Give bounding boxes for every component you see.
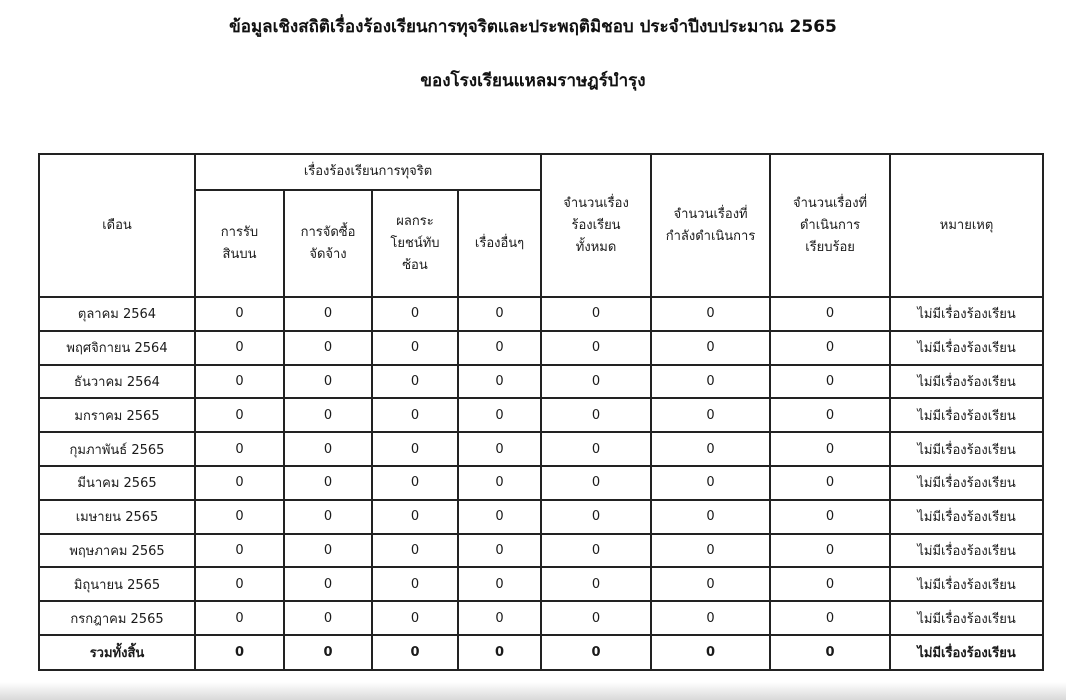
table-body — [39, 297, 1043, 670]
row-remark: ไม่มีเรื่องร้องเรียน — [890, 601, 1043, 635]
row-total-complaints: 0 — [541, 500, 651, 534]
row-completed: 0 — [770, 567, 890, 601]
row-conflict-of-interest: 0 — [372, 432, 458, 466]
row-procurement: 0 — [284, 534, 372, 568]
header-completed: จำนวนเรื่องที่ ดำเนินการ เรียบร้อย — [770, 154, 890, 297]
row-other: 0 — [458, 500, 541, 534]
row-in-progress: 0 — [651, 365, 770, 399]
table-header — [39, 154, 1043, 297]
row-in-progress: 0 — [651, 500, 770, 534]
row-bribery: 0 — [195, 398, 284, 432]
row-other: 0 — [458, 331, 541, 365]
total-completed: 0 — [770, 635, 890, 670]
row-month: กรกฎาคม 2565 — [39, 601, 195, 635]
total-remark: ไม่มีเรื่องร้องเรียน — [890, 635, 1043, 670]
row-month: พฤศจิกายน 2564 — [39, 331, 195, 365]
row-total-complaints: 0 — [541, 601, 651, 635]
row-other: 0 — [458, 534, 541, 568]
row-in-progress: 0 — [651, 432, 770, 466]
row-month: กุมภาพันธ์ 2565 — [39, 432, 195, 466]
row-in-progress: 0 — [651, 331, 770, 365]
table-row — [39, 567, 1043, 601]
row-conflict-of-interest: 0 — [372, 567, 458, 601]
table-row — [39, 331, 1043, 365]
header-procurement: การจัดซื้อ จัดจ้าง — [284, 190, 372, 297]
row-total-complaints: 0 — [541, 331, 651, 365]
row-remark: ไม่มีเรื่องร้องเรียน — [890, 365, 1043, 399]
row-procurement: 0 — [284, 297, 372, 331]
row-completed: 0 — [770, 297, 890, 331]
row-month: เมษายน 2565 — [39, 500, 195, 534]
row-in-progress: 0 — [651, 398, 770, 432]
row-procurement: 0 — [284, 432, 372, 466]
total-other: 0 — [458, 635, 541, 670]
total-complaints: 0 — [541, 635, 651, 670]
header-bribery: การรับ สินบน — [195, 190, 284, 297]
row-completed: 0 — [770, 601, 890, 635]
total-in-progress: 0 — [651, 635, 770, 670]
table-row — [39, 534, 1043, 568]
row-procurement: 0 — [284, 601, 372, 635]
row-completed: 0 — [770, 398, 890, 432]
row-month: มิถุนายน 2565 — [39, 567, 195, 601]
row-in-progress: 0 — [651, 297, 770, 331]
row-month: ตุลาคม 2564 — [39, 297, 195, 331]
table-row — [39, 466, 1043, 500]
school-name: ของโรงเรียนแหลมราษฎร์บำรุง — [420, 71, 646, 91]
row-completed: 0 — [770, 466, 890, 500]
row-completed: 0 — [770, 365, 890, 399]
total-procurement: 0 — [284, 635, 372, 670]
row-month: มกราคม 2565 — [39, 398, 195, 432]
complaint-statistics-table — [38, 153, 1044, 671]
bottom-shadow — [0, 682, 1066, 700]
row-other: 0 — [458, 398, 541, 432]
table-row — [39, 297, 1043, 331]
row-remark: ไม่มีเรื่องร้องเรียน — [890, 534, 1043, 568]
row-procurement: 0 — [284, 365, 372, 399]
row-bribery: 0 — [195, 466, 284, 500]
row-total-complaints: 0 — [541, 466, 651, 500]
row-procurement: 0 — [284, 331, 372, 365]
table-row — [39, 365, 1043, 399]
row-bribery: 0 — [195, 331, 284, 365]
header-in-progress: จำนวนเรื่องที่ กำลังดำเนินการ — [651, 154, 770, 297]
total-label: รวมทั้งสิ้น — [39, 635, 195, 670]
row-completed: 0 — [770, 500, 890, 534]
row-conflict-of-interest: 0 — [372, 500, 458, 534]
row-month: ธันวาคม 2564 — [39, 365, 195, 399]
row-completed: 0 — [770, 534, 890, 568]
total-conflict-of-interest: 0 — [372, 635, 458, 670]
row-bribery: 0 — [195, 500, 284, 534]
row-bribery: 0 — [195, 297, 284, 331]
row-conflict-of-interest: 0 — [372, 601, 458, 635]
row-procurement: 0 — [284, 567, 372, 601]
table-row — [39, 432, 1043, 466]
row-bribery: 0 — [195, 365, 284, 399]
row-procurement: 0 — [284, 500, 372, 534]
row-bribery: 0 — [195, 601, 284, 635]
row-other: 0 — [458, 365, 541, 399]
row-bribery: 0 — [195, 567, 284, 601]
row-total-complaints: 0 — [541, 398, 651, 432]
row-conflict-of-interest: 0 — [372, 466, 458, 500]
row-remark: ไม่มีเรื่องร้องเรียน — [890, 297, 1043, 331]
row-completed: 0 — [770, 432, 890, 466]
row-remark: ไม่มีเรื่องร้องเรียน — [890, 500, 1043, 534]
header-remark: หมายเหตุ — [890, 154, 1043, 297]
row-total-complaints: 0 — [541, 432, 651, 466]
row-remark: ไม่มีเรื่องร้องเรียน — [890, 432, 1043, 466]
table-total-row — [39, 635, 1043, 670]
row-other: 0 — [458, 297, 541, 331]
header-total-complaints: จำนวนเรื่อง ร้องเรียน ทั้งหมด — [541, 154, 651, 297]
row-procurement: 0 — [284, 398, 372, 432]
row-total-complaints: 0 — [541, 534, 651, 568]
row-completed: 0 — [770, 331, 890, 365]
row-month: พฤษภาคม 2565 — [39, 534, 195, 568]
row-total-complaints: 0 — [541, 567, 651, 601]
table-row — [39, 500, 1043, 534]
row-conflict-of-interest: 0 — [372, 331, 458, 365]
row-month: มีนาคม 2565 — [39, 466, 195, 500]
row-other: 0 — [458, 601, 541, 635]
row-remark: ไม่มีเรื่องร้องเรียน — [890, 466, 1043, 500]
row-total-complaints: 0 — [541, 297, 651, 331]
row-other: 0 — [458, 432, 541, 466]
row-conflict-of-interest: 0 — [372, 534, 458, 568]
row-total-complaints: 0 — [541, 365, 651, 399]
row-other: 0 — [458, 567, 541, 601]
row-conflict-of-interest: 0 — [372, 297, 458, 331]
header-complaint-group: เรื่องร้องเรียนการทุจริต — [195, 154, 541, 190]
header-conflict-of-interest: ผลกระ โยชน์ทับ ซ้อน — [372, 190, 458, 297]
row-remark: ไม่มีเรื่องร้องเรียน — [890, 567, 1043, 601]
row-remark: ไม่มีเรื่องร้องเรียน — [890, 398, 1043, 432]
table-row — [39, 601, 1043, 635]
statistics-table-container — [38, 153, 1042, 671]
row-in-progress: 0 — [651, 466, 770, 500]
row-in-progress: 0 — [651, 601, 770, 635]
row-bribery: 0 — [195, 432, 284, 466]
row-in-progress: 0 — [651, 534, 770, 568]
row-bribery: 0 — [195, 534, 284, 568]
row-procurement: 0 — [284, 466, 372, 500]
header-other: เรื่องอื่นๆ — [458, 190, 541, 297]
row-conflict-of-interest: 0 — [372, 398, 458, 432]
total-bribery: 0 — [195, 635, 284, 670]
row-remark: ไม่มีเรื่องร้องเรียน — [890, 331, 1043, 365]
document-title: ข้อมูลเชิงสถิติเรื่องร้องเรียนการทุจริตและประพฤติมิชอบ ประจำปีงบประมาณ 2565 — [229, 17, 837, 37]
row-other: 0 — [458, 466, 541, 500]
table-row — [39, 398, 1043, 432]
row-in-progress: 0 — [651, 567, 770, 601]
header-month: เดือน — [39, 154, 195, 297]
row-conflict-of-interest: 0 — [372, 365, 458, 399]
